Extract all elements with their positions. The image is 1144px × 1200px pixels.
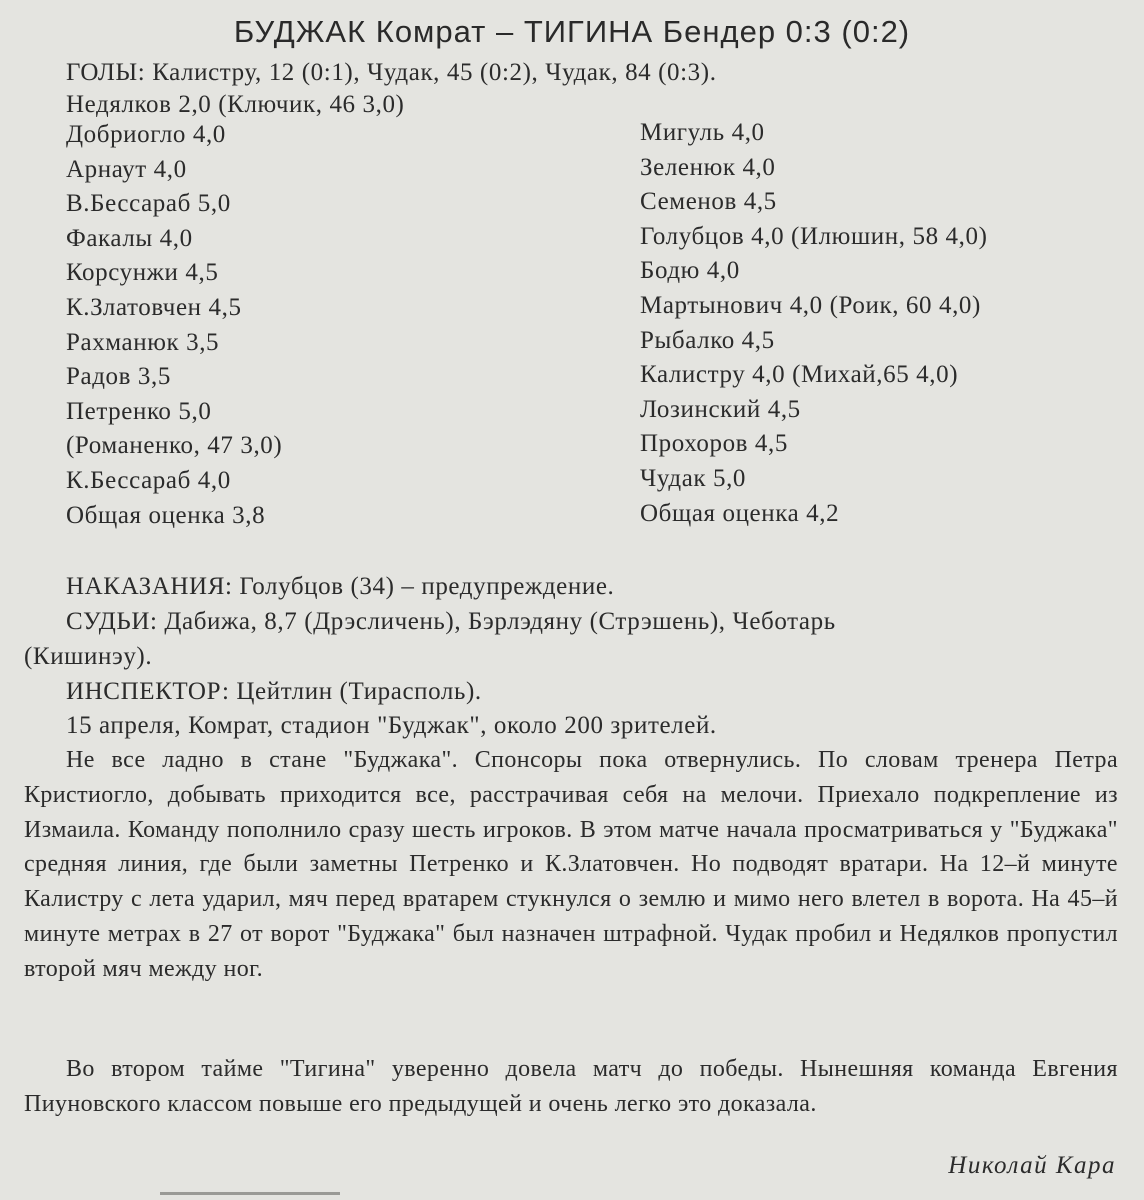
penalties-line: НАКАЗАНИЯ: Голубцов (34) – предупреждение. [66,573,615,600]
away-player: Зеленюк 4,0 [640,153,776,181]
home-player: Петренко 5,0 [66,397,212,425]
match-headline: БУДЖАК Комрат – ТИГИНА Бендер 0:3 (0:2) [233,14,911,49]
home-player: В.Бессараб 5,0 [66,190,231,218]
away-player: Голубцов 4,0 (Илюшин, 58 4,0) [640,222,988,250]
away-player: Лозинский 4,5 [640,395,801,423]
home-player: Факалы 4,0 [66,224,193,252]
home-player: К.Бессараб 4,0 [66,466,231,494]
home-player: Рахманюк 3,5 [66,328,220,356]
away-player: Прохоров 4,5 [640,430,788,458]
away-player: Калистру 4,0 (Михай,65 4,0) [640,361,959,389]
home-overall-rating: Общая оценка 3,8 [66,501,266,529]
home-player: Радов 3,5 [66,363,171,391]
away-player: Бодю 4,0 [640,257,740,285]
divider [160,1192,340,1195]
goalkeeper-line: Недялков 2,0 (Ключик, 46 3,0) [66,91,405,118]
venue-line: 15 апреля, Комрат, стадион "Буджак", около 200 зрителей. [66,712,717,739]
away-overall-rating: Общая оценка 4,2 [640,499,840,527]
away-player: Рыбалко 4,5 [640,326,775,354]
away-lineup [640,116,1140,531]
home-player: Добриогло 4,0 [66,121,226,148]
home-lineup [66,118,626,533]
referees-line-continued: (Кишинэу). [24,643,153,670]
author-signature: Николай Кара [948,1152,1116,1179]
report-paragraph-1: Не все ладно в стане "Буджака". Спонсоры пока отвернулись. По словам тренера Петра Кристиогло, добывать приходится все, расстрачивая себя на мелочи. Приехало подкрепление из Измаила. Команду пополнило сразу шесть игроков. В этом матче начала просматриваться у "Буджака" средняя линия, где были заметны Петренко и К.Златовчен. Но подводят вратари. На 12–й минуте Калистру с лета ударил, мяч перед вратарем стукнулся о землю и мимо него влетел в ворота. На 45–й минуте метрах в 27 от ворот "Буджака" был назначен штрафной. Чудак пробил и Недялков пропустил второй мяч между ног. [24,747,1118,982]
away-player: Мигуль 4,0 [640,119,765,146]
inspector-line: ИНСПЕКТОР: Цейтлин (Тирасполь). [66,678,482,705]
home-player: Корсунжи 4,5 [66,259,219,287]
goals-text: ГОЛЫ: Калистру, 12 (0:1), Чудак, 45 (0:2), Чудак, 84 (0:3). [66,59,717,86]
goals-line [66,56,717,90]
report-paragraph-2: Во втором тайме "Тигина" уверенно довела матч до победы. Нынешняя команда Евгения Пиуновского классом повыше его предыдущей и очень легко это доказала. [24,1056,1118,1117]
away-player: Чудак 5,0 [640,464,747,492]
home-player: Арнаут 4,0 [66,155,187,183]
away-player: Семенов 4,5 [640,188,777,216]
home-player: К.Златовчен 4,5 [66,293,242,321]
away-player: Мартынович 4,0 (Роик, 60 4,0) [640,291,981,319]
referees-line: СУДЬИ: Дабижа, 8,7 (Дрэсличень), Бэрлэдяну (Стрэшень), Чеботарь [66,608,836,635]
home-substitute: (Романенко, 47 3,0) [66,432,283,460]
